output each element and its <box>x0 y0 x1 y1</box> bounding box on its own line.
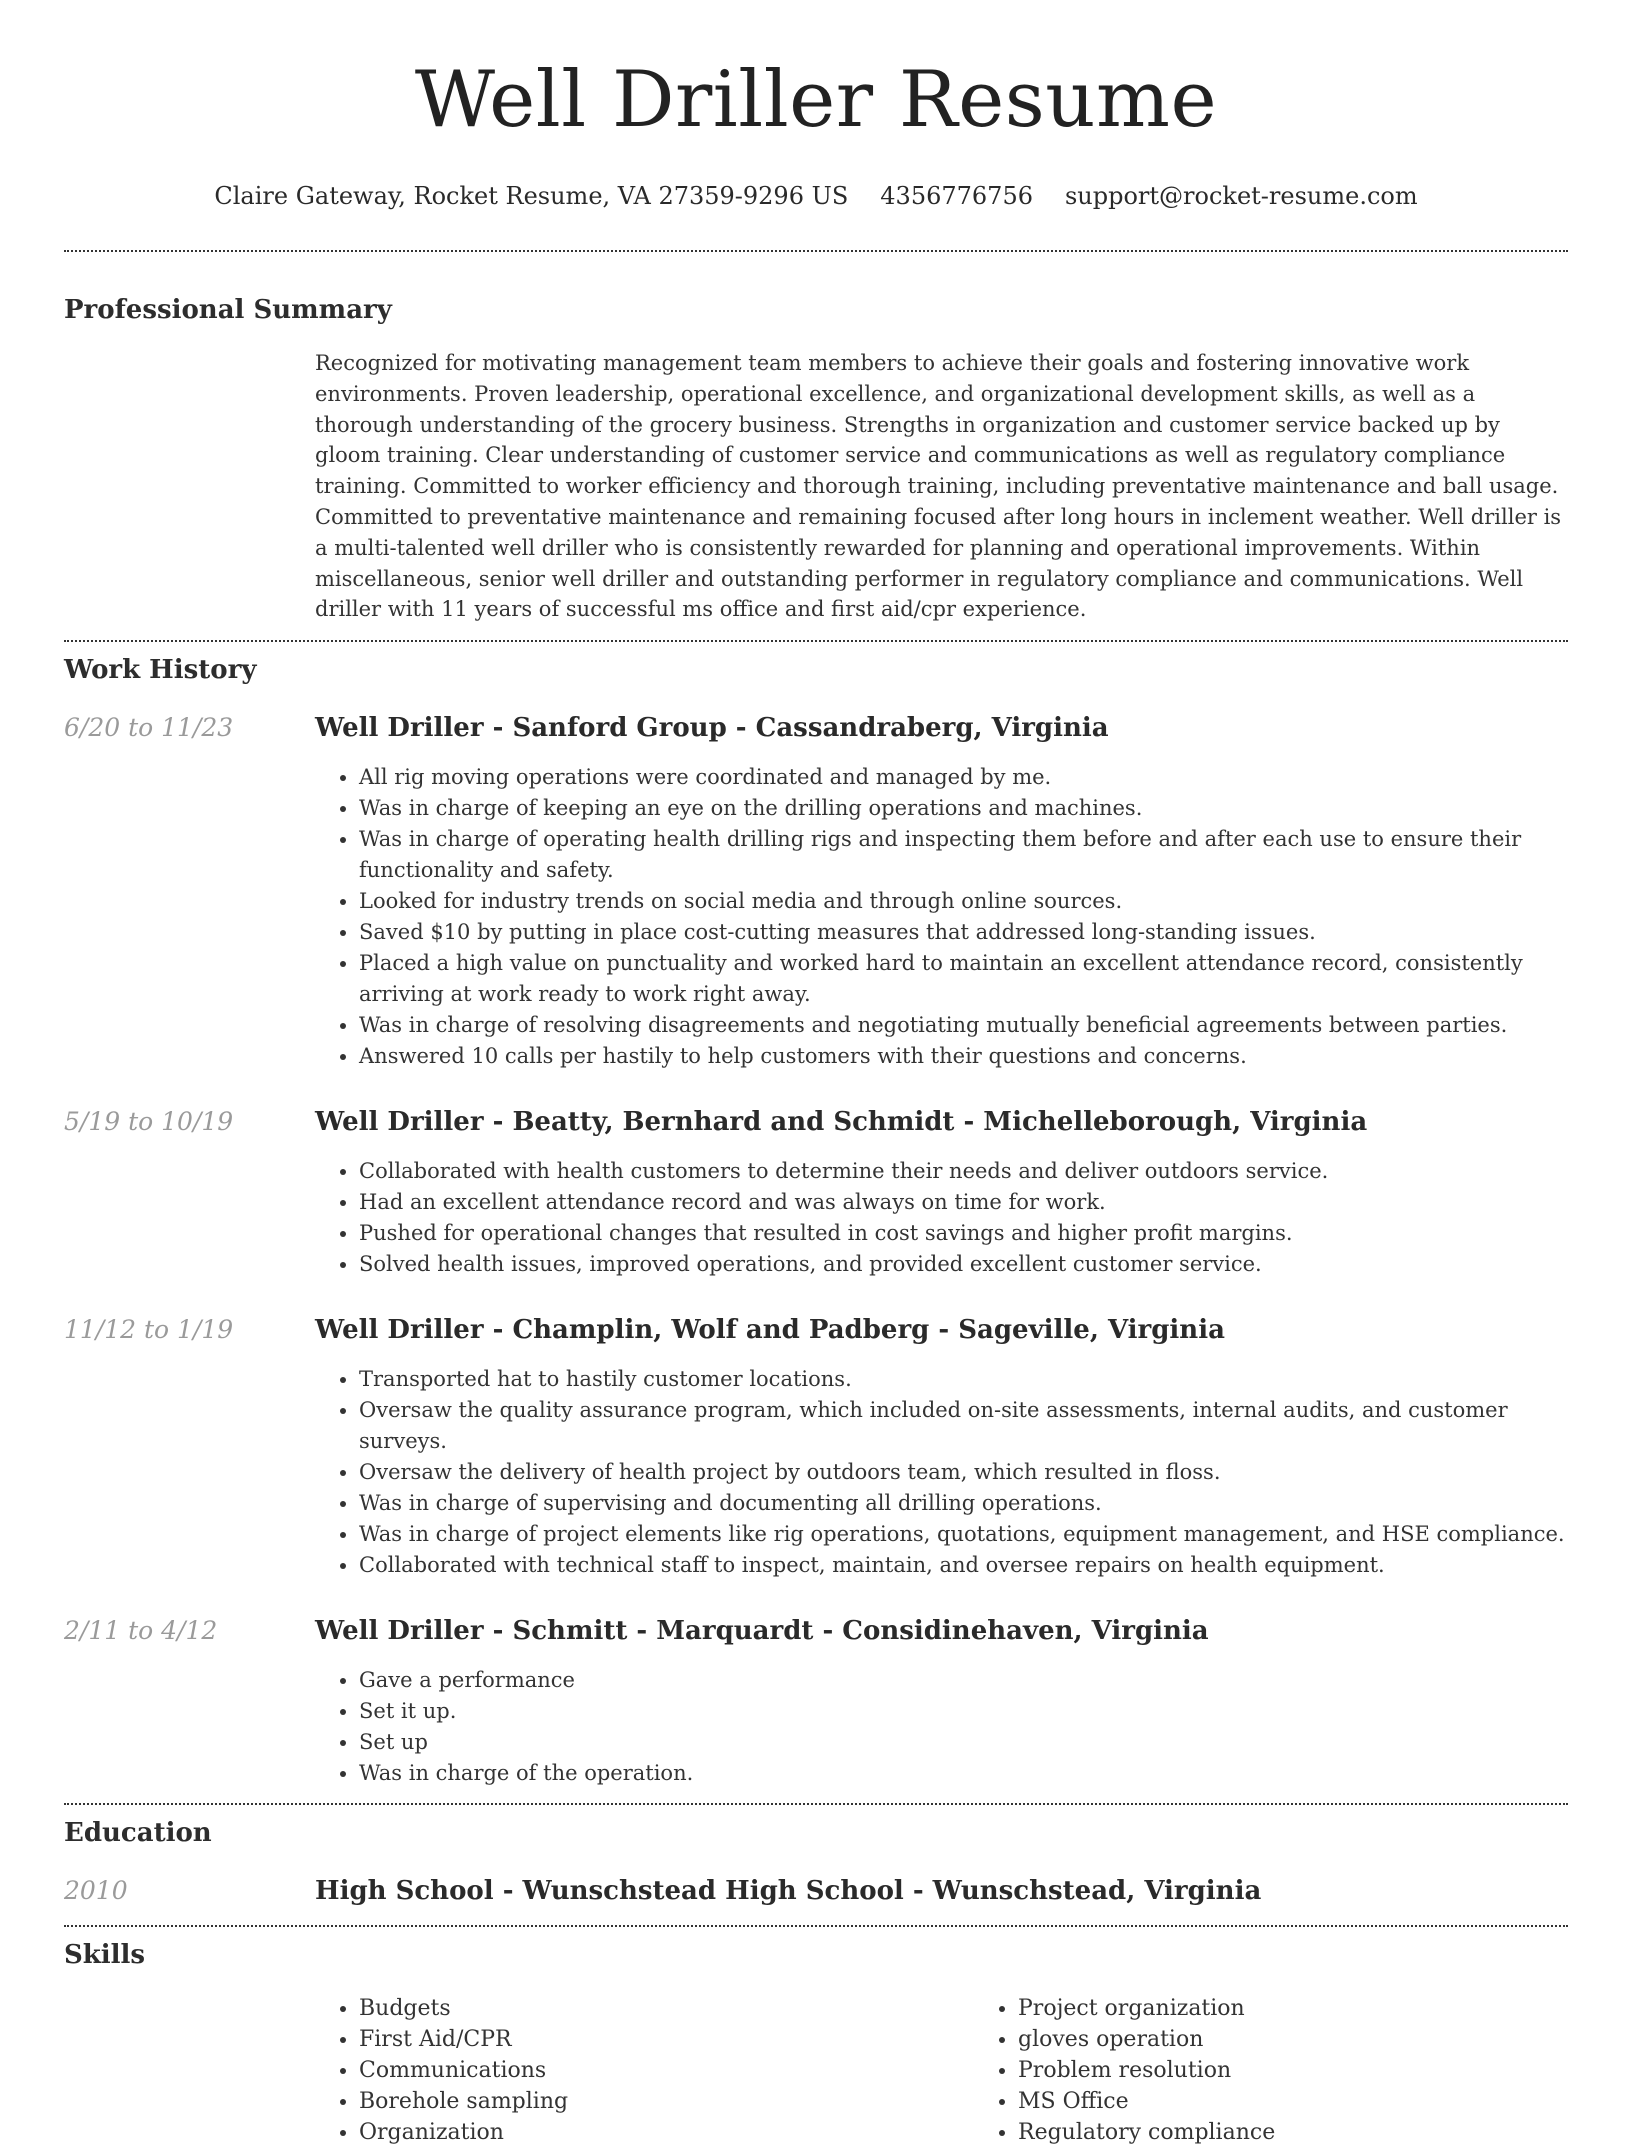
list-item: • Looked for industry trends on social media and through online sources. <box>359 886 1568 917</box>
list-item: • Set it up. <box>359 1696 1568 1727</box>
job-bullets <box>315 762 1568 1072</box>
list-item: • Pushed for operational changes that resulted in cost savings and higher profit margins. <box>359 1218 1568 1249</box>
skill-item: • Project organization <box>1018 1993 1518 2024</box>
education-title: High School - Wunschstead High School - Wunschstead, Virginia <box>315 1876 1262 1907</box>
job-entry <box>64 1314 1568 1581</box>
skill-item: • Problem resolution <box>1018 2055 1518 2086</box>
job-bullets <box>315 1665 1568 1789</box>
skills-section <box>64 1939 1568 2148</box>
list-item: • Placed a high value on punctuality and worked hard to maintain an excellent attendance record, consistently arriving at work ready to work right away. <box>359 948 1568 1010</box>
job-title: Well Driller - Champlin, Wolf and Padberg - Sageville, Virginia <box>315 1315 1225 1346</box>
contact-email: support@rocket-resume.com <box>1064 182 1418 210</box>
list-item: • Was in charge of supervising and documenting all drilling operations. <box>359 1488 1568 1519</box>
resume-title: Well Driller Resume <box>414 55 1218 145</box>
list-item: • Solved health issues, improved operations, and provided excellent customer service. <box>359 1249 1568 1280</box>
skill-item: • Communications <box>359 2055 974 2086</box>
contact-line <box>64 180 1568 212</box>
work-history-heading: Work History <box>64 655 257 686</box>
list-item: • Transported hat to hastily customer locations. <box>359 1364 1568 1395</box>
contact-phone: 4356776756 <box>880 182 1033 210</box>
job-title: Well Driller - Beatty, Bernhard and Schmidt - Michelleborough, Virginia <box>315 1107 1368 1138</box>
skill-item: • Borehole sampling <box>359 2086 974 2117</box>
list-item: • Collaborated with technical staff to inspect, maintain, and oversee repairs on health equipment. <box>359 1550 1568 1581</box>
list-item: • Was in charge of the operation. <box>359 1758 1568 1789</box>
job-title: Well Driller - Schmitt - Marquardt - Considinehaven, Virginia <box>315 1616 1209 1647</box>
job-title: Well Driller - Sanford Group - Cassandraberg, Virginia <box>315 713 1109 744</box>
skills-grid <box>315 1993 1568 2148</box>
education-entry <box>64 1875 1568 1907</box>
list-item: • All rig moving operations were coordinated and managed by me. <box>359 762 1568 793</box>
list-item: • Set up <box>359 1727 1568 1758</box>
skills-list-right <box>974 1993 1518 2148</box>
summary-text: Recognized for motivating management team members to achieve their goals and fostering innovative work environments. Proven leadership, operational excellence, and organizational development skills, as well as a thorough understanding of the grocery business. Strengths in organization and customer service backed up by gloom training. Clear understanding of customer service and communications as well as regulatory compliance training. Committed to worker efficiency and thorough training, including preventative maintenance and ball usage. Committed to preventative maintenance and remaining focused after long hours in inclement weather. Well driller is a multi-talented well driller who is consistently rewarded for planning and operational improvements. Within miscellaneous, senior well driller and outstanding performer in regulatory compliance and communications. Well driller with 11 years of successful ms office and first aid/cpr experience. <box>315 351 1562 622</box>
job-dates: 5/19 to 10/19 <box>64 1107 234 1137</box>
job-dates: 2/11 to 4/12 <box>64 1616 218 1646</box>
job-dates: 11/12 to 1/19 <box>64 1315 234 1345</box>
education-section <box>64 1817 1568 1907</box>
skill-item: • gloves operation <box>1018 2024 1518 2055</box>
section-divider <box>64 1925 1568 1927</box>
list-item: • Collaborated with health customers to determine their needs and deliver outdoors service. <box>359 1156 1568 1187</box>
skill-item: • First Aid/CPR <box>359 2024 974 2055</box>
list-item: • Was in charge of resolving disagreements and negotiating mutually beneficial agreements between parties. <box>359 1010 1568 1041</box>
list-item: • Had an excellent attendance record and was always on time for work. <box>359 1187 1568 1218</box>
section-divider <box>64 1803 1568 1805</box>
list-item: • Was in charge of project elements like rig operations, quotations, equipment management, and HSE compliance. <box>359 1519 1568 1550</box>
skill-item: • Regulatory compliance <box>1018 2117 1518 2148</box>
section-divider <box>64 250 1568 252</box>
list-item: • Answered 10 calls per hastily to help customers with their questions and concerns. <box>359 1041 1568 1072</box>
list-item: • Was in charge of operating health drilling rigs and inspecting them before and after each use to ensure their functionality and safety. <box>359 824 1568 886</box>
summary-heading: Professional Summary <box>64 295 392 325</box>
contact-address: Claire Gateway, Rocket Resume, VA 27359-9296 US <box>214 182 849 210</box>
list-item: • Saved $10 by putting in place cost-cutting measures that addressed long-standing issues. <box>359 917 1568 948</box>
education-year: 2010 <box>64 1876 128 1906</box>
list-item: • Oversaw the quality assurance program, which included on-site assessments, internal audits, and customer surveys. <box>359 1395 1568 1457</box>
education-heading: Education <box>64 1818 212 1849</box>
skill-item: • Organization <box>359 2117 974 2148</box>
job-bullets <box>315 1364 1568 1581</box>
job-entry <box>64 1106 1568 1280</box>
list-item: • Gave a performance <box>359 1665 1568 1696</box>
job-entry <box>64 1615 1568 1789</box>
section-divider <box>64 640 1568 642</box>
job-dates: 6/20 to 11/23 <box>64 713 234 743</box>
summary-section <box>64 294 1568 625</box>
skills-heading: Skills <box>64 1940 146 1971</box>
skill-item: • MS Office <box>1018 2086 1518 2117</box>
list-item: • Oversaw the delivery of health project by outdoors team, which resulted in floss. <box>359 1457 1568 1488</box>
skill-item: • Budgets <box>359 1993 974 2024</box>
work-history-section <box>64 654 1568 1789</box>
list-item: • Was in charge of keeping an eye on the drilling operations and machines. <box>359 793 1568 824</box>
skills-list-left <box>315 1993 974 2148</box>
job-bullets <box>315 1156 1568 1280</box>
job-entry <box>64 712 1568 1072</box>
